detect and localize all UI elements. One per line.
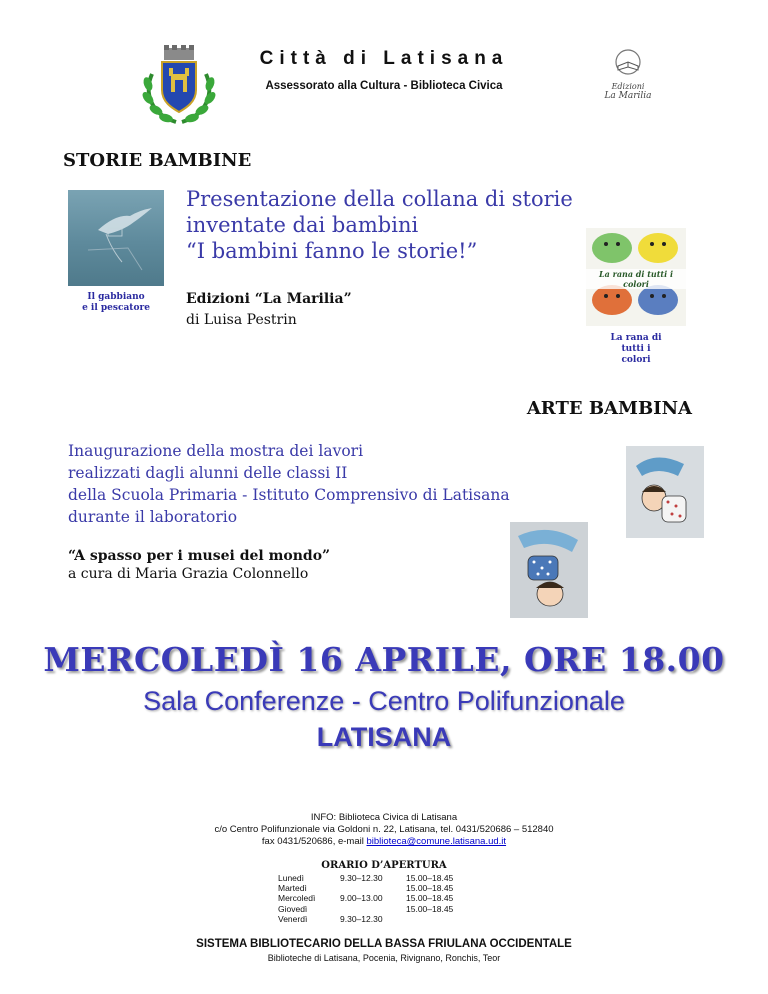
book-cover-rana-title: La rana di tutti i colori [586,269,686,289]
hours-day: Venerdì [278,913,308,924]
book-caption-gabbiano [66,292,166,314]
section-heading-arte: ARTE BAMBINA [526,398,692,419]
hours-afternoon: 15.00–18.45 [406,873,454,883]
info-line-1: INFO: Biblioteca Civica di Latisana [310,812,458,823]
hours-day: Lunedì [278,873,304,883]
book-caption-rana [606,333,666,366]
hours-row [278,904,476,914]
hours-afternoon: 15.00–18.45 [406,883,454,894]
presentation-line: Presentazione della collana di storie [186,187,573,211]
hours-row [278,873,476,883]
event-town: LATISANA [316,722,452,752]
inauguration-line: Inaugurazione della mostra dei lavori [68,442,364,460]
opening-hours-title: ORARIO D’APERTURA [321,860,447,871]
library-system-name: SISTEMA BIBLIOTECARIO DELLA BASSA FRIULANA OCCIDENTALE [196,938,572,950]
presentation-text [186,186,573,264]
publisher-line: Edizioni “La Marilia” [186,291,352,307]
hours-row [278,914,476,924]
inauguration-line: realizzati dagli alunni delle classi II [68,464,348,482]
hours-afternoon: 15.00–18.45 [406,893,454,904]
caption-line: Il gabbiano [87,292,145,302]
hours-day: Giovedì [278,903,308,914]
info-line-3-prefix: fax 0431/520686, e-mail [261,836,367,847]
publisher-logo [600,48,656,104]
caption-line: tutti i colori [621,344,651,365]
inauguration-line: durante il laboratorio [68,508,238,526]
book-cover-gabbiano [68,190,164,286]
department-name: Assessorato alla Cultura - Biblioteca Civica [265,80,503,92]
publisher-logo-line2: La Marilia [604,91,652,101]
hours-row [278,883,476,893]
hours-day: Mercoledì [278,893,316,904]
info-block [0,812,768,848]
hours-morning [340,883,406,893]
hours-morning: 9.00–13.00 [340,893,383,904]
artwork-image-2 [510,522,588,618]
email-link[interactable]: biblioteca@comune.latisana.ud.it [366,836,507,847]
opening-hours-table [278,873,476,924]
hours-morning: 9.30–12.30 [340,913,383,924]
hours-morning [340,904,406,914]
inauguration-line: della Scuola Primaria - Istituto Comprensivo di Latisana [68,486,510,504]
book-cover-rana [586,228,686,326]
caption-line: La rana di [610,333,662,343]
event-venue: Sala Conferenze - Centro Polifunzionale [143,686,625,716]
info-line-2: c/o Centro Polifunzionale via Goldoni n. 22, Latisana, tel. 0431/520686 – 512840 [214,824,554,835]
publisher-logo-line1: Edizioni [611,82,645,91]
curator-line: a cura di Maria Grazia Colonnello [68,566,309,582]
artwork-image-1 [626,446,704,538]
inauguration-text [68,440,510,528]
author-line: di Luisa Pestrin [186,312,297,328]
hours-afternoon: 15.00–18.45 [406,903,454,914]
hours-row [278,893,476,903]
presentation-line: inventate dai bambini [186,213,419,237]
event-date-time: MERCOLEDÌ 16 APRILE, ORE 18.00 [43,640,725,679]
workshop-title: “A spasso per i musei del mondo” [68,548,331,564]
section-heading-storie: STORIE BAMBINE [63,150,252,171]
hours-day: Martedì [278,883,307,894]
city-name: Città di Latisana [259,48,509,69]
info-line-3 [0,836,768,848]
caption-line: e il pescatore [82,303,150,313]
presentation-line: “I bambini fanno le storie!” [186,239,478,263]
book-globe-icon [608,48,648,78]
member-libraries: Biblioteche di Latisana, Pocenia, Rivignano, Ronchis, Teor [267,953,501,963]
hours-morning: 9.30–12.30 [340,873,383,883]
hours-afternoon [406,914,476,924]
